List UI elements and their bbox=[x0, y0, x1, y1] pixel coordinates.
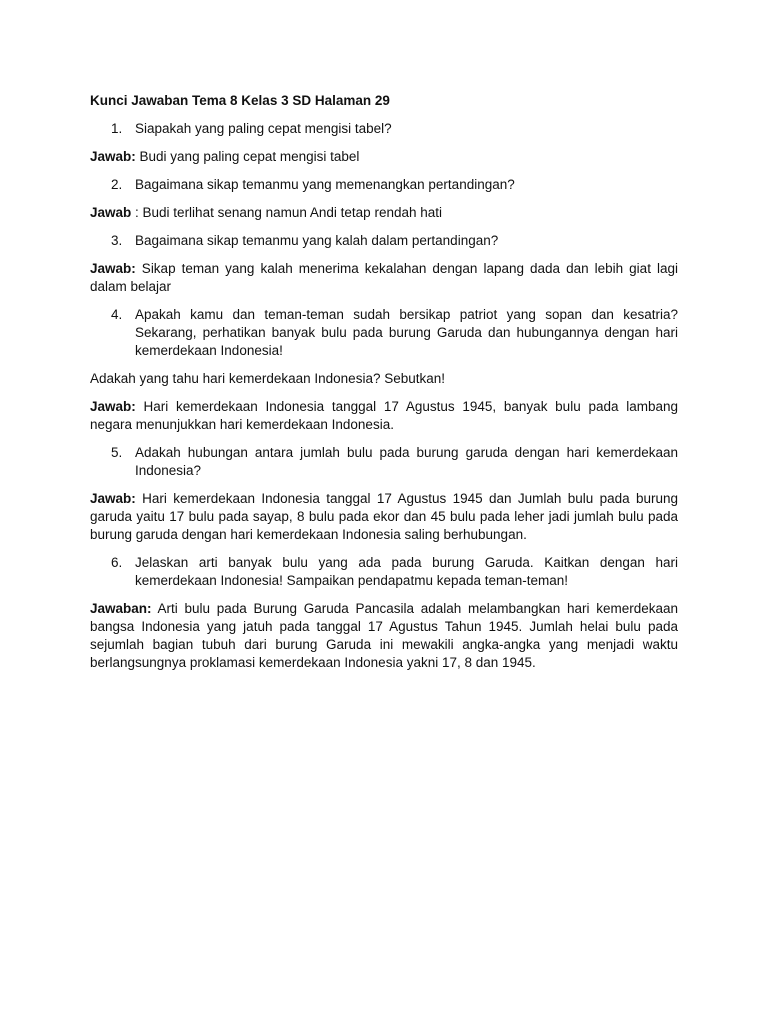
answer-label: Jawab: bbox=[90, 261, 136, 276]
answer-text: : Budi terlihat senang namun Andi tetap rendah hati bbox=[131, 205, 442, 220]
answer-label: Jawab: bbox=[90, 149, 136, 164]
question-number: 1. bbox=[111, 121, 123, 136]
question-text: Apakah kamu dan teman-teman sudah bersikap patriot yang sopan dan kesatria? Sekarang, perhatikan banyak bulu pada burung Garuda dan hubungannya dengan hari kemerdekaan Indonesia! bbox=[135, 307, 678, 358]
question-number: 2. bbox=[111, 177, 123, 192]
question-number: 3. bbox=[111, 233, 123, 248]
question-number: 6. bbox=[111, 555, 123, 570]
question-number: 4. bbox=[111, 307, 123, 322]
answer-label: Jawaban: bbox=[90, 601, 152, 616]
question-5 bbox=[90, 444, 678, 480]
question-3 bbox=[90, 232, 678, 250]
question-1 bbox=[90, 120, 678, 138]
document-title: Kunci Jawaban Tema 8 Kelas 3 SD Halaman 29 bbox=[90, 93, 390, 108]
question-text: Adakah hubungan antara jumlah bulu pada burung garuda dengan hari kemerdekaan Indonesia? bbox=[135, 445, 678, 478]
question-text: Bagaimana sikap temanmu yang kalah dalam pertandingan? bbox=[135, 233, 499, 248]
answer-text: Sikap teman yang kalah menerima kekalahan dengan lapang dada dan lebih giat lagi dalam belajar bbox=[90, 261, 678, 294]
answer-label: Jawab bbox=[90, 205, 132, 220]
question-4 bbox=[90, 306, 678, 360]
answer-4 bbox=[90, 398, 678, 434]
question-text: Jelaskan arti banyak bulu yang ada pada burung Garuda. Kaitkan dengan hari kemerdekaan Indonesia! Sampaikan pendapatmu kepada teman-teman! bbox=[135, 555, 678, 588]
answer-text: Budi yang paling cepat mengisi tabel bbox=[135, 149, 360, 164]
answer-label: Jawab: bbox=[90, 491, 136, 506]
answer-label: Jawab: bbox=[90, 399, 136, 414]
question-4-followup: Adakah yang tahu hari kemerdekaan Indonesia? Sebutkan! bbox=[90, 371, 446, 386]
question-number: 5. bbox=[111, 445, 123, 460]
document-body bbox=[90, 92, 678, 682]
question-6 bbox=[90, 554, 678, 590]
question-text: Siapakah yang paling cepat mengisi tabel? bbox=[135, 121, 392, 136]
answer-2 bbox=[90, 204, 678, 222]
answer-6 bbox=[90, 600, 678, 672]
question-text: Bagaimana sikap temanmu yang memenangkan pertandingan? bbox=[135, 177, 515, 192]
answer-text: Hari kemerdekaan Indonesia tanggal 17 Agustus 1945 dan Jumlah bulu pada burung garuda yaitu 17 bulu pada sayap, 8 bulu pada ekor dan 45 bulu pada leher jadi jumlah bulu pada burung garuda dengan hari kemerdekaan Indonesia saling berhubungan. bbox=[90, 491, 678, 542]
answer-text: Hari kemerdekaan Indonesia tanggal 17 Agustus 1945, banyak bulu pada lambang negara menunjukkan hari kemerdekaan Indonesia. bbox=[90, 399, 678, 432]
answer-3 bbox=[90, 260, 678, 296]
question-2 bbox=[90, 176, 678, 194]
answer-5 bbox=[90, 490, 678, 544]
answer-1 bbox=[90, 148, 678, 166]
answer-text: Arti bulu pada Burung Garuda Pancasila adalah melambangkan hari kemerdekaan bangsa Indonesia yang jatuh pada tanggal 17 Agustus Tahun 1945. Jumlah helai bulu pada sejumlah bagian tubuh dari burung Garuda ini mewakili angka-angka yang menjadi waktu berlangsungnya proklamasi kemerdekaan Indonesia yakni 17, 8 dan 1945. bbox=[90, 601, 678, 670]
